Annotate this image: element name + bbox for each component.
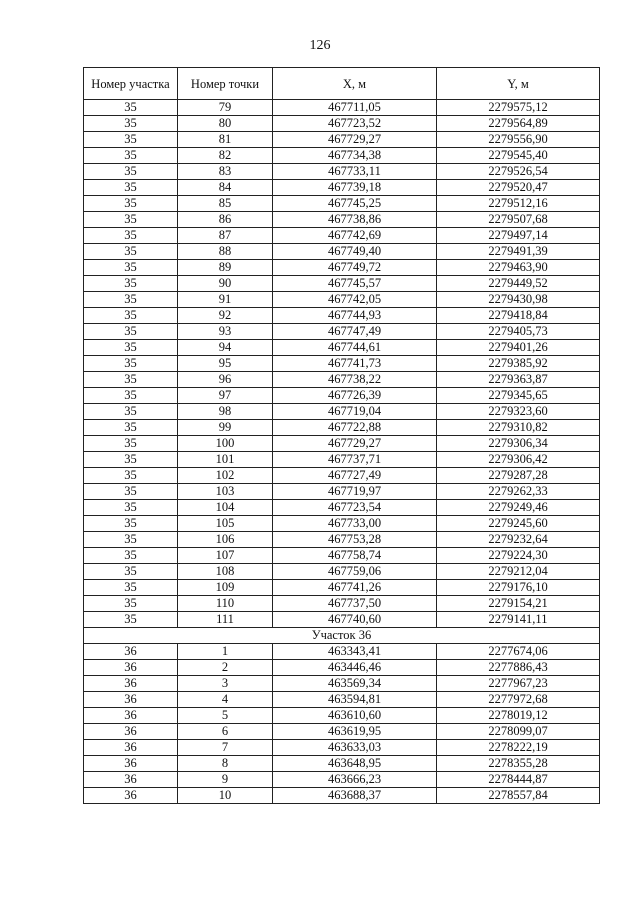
cell-plot-number: 35 — [84, 500, 178, 516]
page-number: 126 — [309, 38, 331, 53]
cell-plot-number: 35 — [84, 212, 178, 228]
cell-y: 2279520,47 — [437, 180, 600, 196]
cell-plot-number: 36 — [84, 772, 178, 788]
cell-y: 2279463,90 — [437, 260, 600, 276]
cell-y: 2279430,98 — [437, 292, 600, 308]
cell-x: 467737,50 — [273, 596, 437, 612]
cell-x: 467738,86 — [273, 212, 437, 228]
table-row — [84, 196, 600, 212]
table-row — [84, 404, 600, 420]
cell-y: 2279497,14 — [437, 228, 600, 244]
cell-y: 2279418,84 — [437, 308, 600, 324]
table-row — [84, 660, 600, 676]
cell-point-number: 9 — [178, 772, 273, 788]
cell-y: 2279385,92 — [437, 356, 600, 372]
table-row — [84, 708, 600, 724]
table-row — [84, 420, 600, 436]
cell-y: 2277972,68 — [437, 692, 600, 708]
cell-x: 467738,22 — [273, 372, 437, 388]
cell-plot-number: 36 — [84, 644, 178, 660]
cell-x: 463610,60 — [273, 708, 437, 724]
cell-x: 463343,41 — [273, 644, 437, 660]
cell-point-number: 3 — [178, 676, 273, 692]
table-body-plot-36 — [84, 644, 600, 804]
cell-plot-number: 35 — [84, 388, 178, 404]
table-row — [84, 612, 600, 628]
table-row — [84, 532, 600, 548]
cell-point-number: 10 — [178, 788, 273, 804]
cell-x: 467734,38 — [273, 148, 437, 164]
table-row — [84, 228, 600, 244]
cell-x: 467740,60 — [273, 612, 437, 628]
cell-plot-number: 35 — [84, 100, 178, 116]
cell-y: 2279564,89 — [437, 116, 600, 132]
cell-x: 467737,71 — [273, 452, 437, 468]
header-x-coordinate: X, м — [273, 68, 437, 100]
cell-point-number: 5 — [178, 708, 273, 724]
table-row — [84, 676, 600, 692]
cell-point-number: 90 — [178, 276, 273, 292]
cell-point-number: 99 — [178, 420, 273, 436]
cell-point-number: 105 — [178, 516, 273, 532]
cell-x: 467745,25 — [273, 196, 437, 212]
cell-y: 2279176,10 — [437, 580, 600, 596]
cell-y: 2279556,90 — [437, 132, 600, 148]
cell-plot-number: 36 — [84, 676, 178, 692]
table-row — [84, 164, 600, 180]
cell-point-number: 85 — [178, 196, 273, 212]
cell-y: 2279310,82 — [437, 420, 600, 436]
cell-plot-number: 35 — [84, 276, 178, 292]
table-row — [84, 756, 600, 772]
table-row — [84, 596, 600, 612]
cell-y: 2279512,16 — [437, 196, 600, 212]
cell-point-number: 108 — [178, 564, 273, 580]
cell-x: 463446,46 — [273, 660, 437, 676]
cell-y: 2279545,40 — [437, 148, 600, 164]
cell-plot-number: 36 — [84, 708, 178, 724]
table-row — [84, 356, 600, 372]
cell-y: 2279245,60 — [437, 516, 600, 532]
cell-x: 467719,04 — [273, 404, 437, 420]
cell-y: 2279449,52 — [437, 276, 600, 292]
header-point-number: Номер точки — [178, 68, 273, 100]
cell-x: 467742,05 — [273, 292, 437, 308]
cell-point-number: 95 — [178, 356, 273, 372]
table-row — [84, 452, 600, 468]
cell-plot-number: 35 — [84, 308, 178, 324]
cell-x: 467729,27 — [273, 132, 437, 148]
table-row — [84, 644, 600, 660]
cell-point-number: 82 — [178, 148, 273, 164]
table-body-plot-35 — [84, 100, 600, 628]
cell-point-number: 87 — [178, 228, 273, 244]
cell-point-number: 88 — [178, 244, 273, 260]
cell-x: 467741,26 — [273, 580, 437, 596]
cell-plot-number: 35 — [84, 340, 178, 356]
table-row — [84, 740, 600, 756]
cell-y: 2279345,65 — [437, 388, 600, 404]
table-row — [84, 148, 600, 164]
table-row — [84, 772, 600, 788]
cell-y: 2279212,04 — [437, 564, 600, 580]
cell-plot-number: 35 — [84, 356, 178, 372]
cell-y: 2277886,43 — [437, 660, 600, 676]
table-row — [84, 212, 600, 228]
cell-y: 2279323,60 — [437, 404, 600, 420]
cell-x: 467747,49 — [273, 324, 437, 340]
cell-plot-number: 35 — [84, 436, 178, 452]
table-row — [84, 308, 600, 324]
table-row — [84, 388, 600, 404]
cell-point-number: 97 — [178, 388, 273, 404]
cell-y: 2279575,12 — [437, 100, 600, 116]
cell-point-number: 91 — [178, 292, 273, 308]
cell-plot-number: 36 — [84, 740, 178, 756]
table-row — [84, 580, 600, 596]
cell-y: 2279401,26 — [437, 340, 600, 356]
cell-point-number: 80 — [178, 116, 273, 132]
cell-point-number: 6 — [178, 724, 273, 740]
table-row — [84, 788, 600, 804]
cell-y: 2279306,34 — [437, 436, 600, 452]
cell-y: 2279249,46 — [437, 500, 600, 516]
cell-point-number: 101 — [178, 452, 273, 468]
cell-y: 2278019,12 — [437, 708, 600, 724]
section-header-group — [84, 628, 600, 644]
cell-x: 467749,40 — [273, 244, 437, 260]
cell-plot-number: 35 — [84, 420, 178, 436]
cell-point-number: 4 — [178, 692, 273, 708]
table-row — [84, 324, 600, 340]
cell-plot-number: 35 — [84, 228, 178, 244]
cell-point-number: 98 — [178, 404, 273, 420]
cell-point-number: 103 — [178, 484, 273, 500]
cell-y: 2279141,11 — [437, 612, 600, 628]
cell-y: 2279491,39 — [437, 244, 600, 260]
cell-point-number: 86 — [178, 212, 273, 228]
cell-y: 2279405,73 — [437, 324, 600, 340]
cell-x: 463594,81 — [273, 692, 437, 708]
cell-point-number: 92 — [178, 308, 273, 324]
cell-plot-number: 36 — [84, 756, 178, 772]
cell-plot-number: 35 — [84, 484, 178, 500]
cell-plot-number: 36 — [84, 692, 178, 708]
cell-x: 463619,95 — [273, 724, 437, 740]
cell-point-number: 7 — [178, 740, 273, 756]
table-row — [84, 340, 600, 356]
cell-point-number: 110 — [178, 596, 273, 612]
cell-point-number: 107 — [178, 548, 273, 564]
cell-point-number: 84 — [178, 180, 273, 196]
cell-y: 2279306,42 — [437, 452, 600, 468]
cell-point-number: 93 — [178, 324, 273, 340]
cell-plot-number: 35 — [84, 132, 178, 148]
table-row — [84, 116, 600, 132]
cell-plot-number: 36 — [84, 788, 178, 804]
cell-x: 463666,23 — [273, 772, 437, 788]
cell-y: 2279232,64 — [437, 532, 600, 548]
cell-x: 467727,49 — [273, 468, 437, 484]
cell-point-number: 81 — [178, 132, 273, 148]
cell-x: 463633,03 — [273, 740, 437, 756]
cell-plot-number: 35 — [84, 468, 178, 484]
cell-y: 2278444,87 — [437, 772, 600, 788]
cell-point-number: 111 — [178, 612, 273, 628]
cell-point-number: 96 — [178, 372, 273, 388]
table-row — [84, 132, 600, 148]
cell-plot-number: 35 — [84, 564, 178, 580]
table-row — [84, 180, 600, 196]
cell-y: 2279262,33 — [437, 484, 600, 500]
cell-x: 467719,97 — [273, 484, 437, 500]
cell-x: 463648,95 — [273, 756, 437, 772]
table-row — [84, 500, 600, 516]
cell-plot-number: 35 — [84, 548, 178, 564]
cell-y: 2278099,07 — [437, 724, 600, 740]
cell-point-number: 89 — [178, 260, 273, 276]
cell-plot-number: 35 — [84, 196, 178, 212]
table-row — [84, 468, 600, 484]
table-row — [84, 692, 600, 708]
table-row — [84, 516, 600, 532]
cell-x: 467733,11 — [273, 164, 437, 180]
cell-point-number: 106 — [178, 532, 273, 548]
cell-x: 467723,52 — [273, 116, 437, 132]
cell-y: 2278355,28 — [437, 756, 600, 772]
cell-y: 2279287,28 — [437, 468, 600, 484]
header-y-coordinate: Y, м — [437, 68, 600, 100]
cell-plot-number: 35 — [84, 260, 178, 276]
table-row — [84, 724, 600, 740]
cell-point-number: 2 — [178, 660, 273, 676]
cell-x: 467745,57 — [273, 276, 437, 292]
cell-plot-number: 36 — [84, 660, 178, 676]
cell-point-number: 100 — [178, 436, 273, 452]
cell-plot-number: 35 — [84, 612, 178, 628]
cell-x: 467741,73 — [273, 356, 437, 372]
cell-point-number: 109 — [178, 580, 273, 596]
cell-plot-number: 35 — [84, 516, 178, 532]
cell-x: 467739,18 — [273, 180, 437, 196]
cell-point-number: 102 — [178, 468, 273, 484]
cell-plot-number: 35 — [84, 148, 178, 164]
cell-plot-number: 36 — [84, 724, 178, 740]
cell-point-number: 1 — [178, 644, 273, 660]
table-row — [84, 564, 600, 580]
cell-y: 2278557,84 — [437, 788, 600, 804]
cell-plot-number: 35 — [84, 180, 178, 196]
table-row — [84, 276, 600, 292]
cell-x: 467722,88 — [273, 420, 437, 436]
cell-x: 467733,00 — [273, 516, 437, 532]
cell-plot-number: 35 — [84, 372, 178, 388]
cell-x: 467711,05 — [273, 100, 437, 116]
cell-x: 467726,39 — [273, 388, 437, 404]
cell-x: 467729,27 — [273, 436, 437, 452]
cell-y: 2279526,54 — [437, 164, 600, 180]
cell-point-number: 79 — [178, 100, 273, 116]
cell-x: 467759,06 — [273, 564, 437, 580]
cell-y: 2279507,68 — [437, 212, 600, 228]
cell-plot-number: 35 — [84, 404, 178, 420]
cell-plot-number: 35 — [84, 116, 178, 132]
table-row — [84, 436, 600, 452]
cell-plot-number: 35 — [84, 596, 178, 612]
cell-plot-number: 35 — [84, 452, 178, 468]
cell-point-number: 83 — [178, 164, 273, 180]
cell-x: 467744,93 — [273, 308, 437, 324]
cell-y: 2277674,06 — [437, 644, 600, 660]
cell-y: 2279363,87 — [437, 372, 600, 388]
cell-plot-number: 35 — [84, 532, 178, 548]
table-row — [84, 244, 600, 260]
table-row — [84, 372, 600, 388]
cell-y: 2279154,21 — [437, 596, 600, 612]
cell-point-number: 94 — [178, 340, 273, 356]
cell-x: 467749,72 — [273, 260, 437, 276]
cell-x: 467758,74 — [273, 548, 437, 564]
cell-y: 2278222,19 — [437, 740, 600, 756]
cell-x: 467744,61 — [273, 340, 437, 356]
table-row — [84, 484, 600, 500]
section-title: Участок 36 — [84, 628, 600, 644]
header-plot-number: Номер участка — [84, 68, 178, 100]
cell-plot-number: 35 — [84, 324, 178, 340]
cell-y: 2277967,23 — [437, 676, 600, 692]
cell-x: 463569,34 — [273, 676, 437, 692]
cell-point-number: 8 — [178, 756, 273, 772]
coordinates-table — [83, 67, 600, 804]
table-row — [84, 260, 600, 276]
cell-point-number: 104 — [178, 500, 273, 516]
cell-plot-number: 35 — [84, 580, 178, 596]
cell-plot-number: 35 — [84, 244, 178, 260]
cell-y: 2279224,30 — [437, 548, 600, 564]
cell-x: 467753,28 — [273, 532, 437, 548]
cell-x: 463688,37 — [273, 788, 437, 804]
section-row — [84, 628, 600, 644]
cell-plot-number: 35 — [84, 164, 178, 180]
table-header-row — [84, 68, 600, 100]
cell-x: 467742,69 — [273, 228, 437, 244]
table-row — [84, 100, 600, 116]
table-row — [84, 548, 600, 564]
cell-x: 467723,54 — [273, 500, 437, 516]
table-row — [84, 292, 600, 308]
cell-plot-number: 35 — [84, 292, 178, 308]
